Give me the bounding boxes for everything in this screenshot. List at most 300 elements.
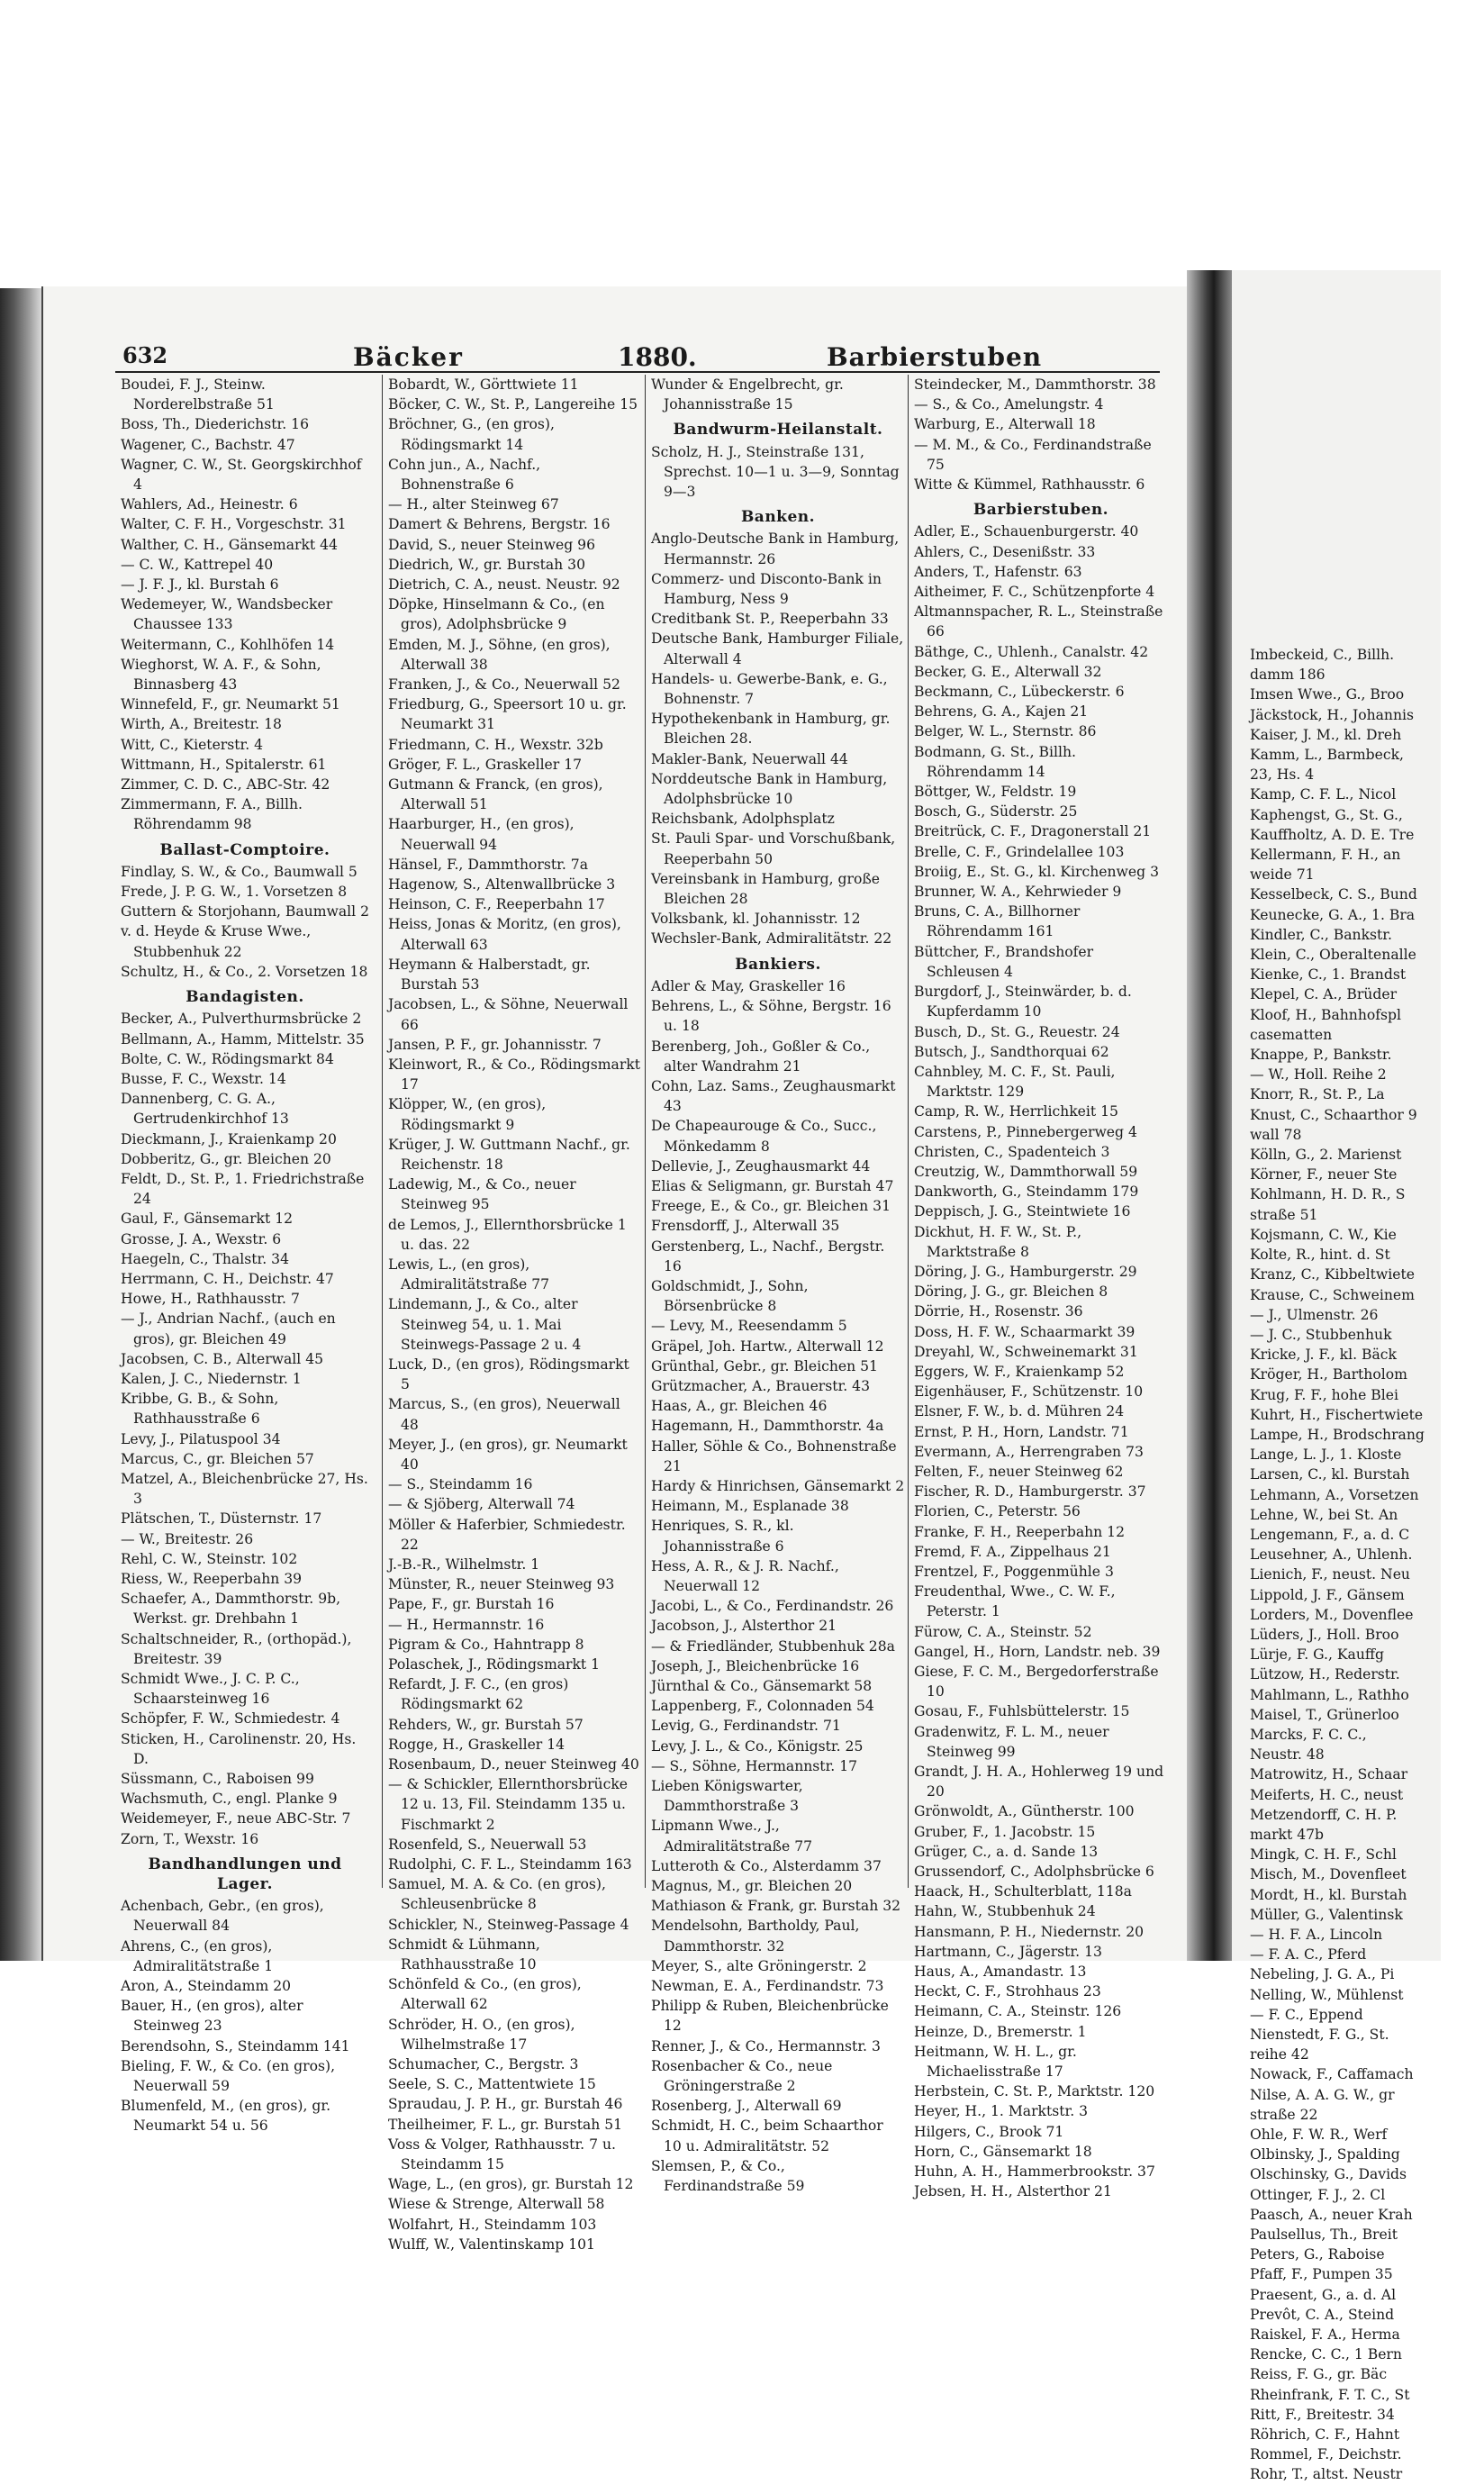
directory-entry: Deppisch, J. G., Steintwiete 16 [914, 1203, 1131, 1220]
right-page-entry: Imbeckeid, C., Billh. [1250, 647, 1395, 663]
directory-entry: Walther, C. H., Gänsemarkt 44 [121, 536, 338, 553]
directory-entry: Dellevie, J., Zeughausmarkt 44 [651, 1157, 871, 1174]
page-number: 632 [122, 342, 168, 368]
directory-entry: De Chapeaurouge & Co., Succ., Mönkedamm 8 [651, 1118, 877, 1155]
directory-entry: Böcker, C. W., St. P., Langereihe 15 [388, 396, 638, 413]
right-page-entry: Leusehner, A., Uhlenh. [1250, 1546, 1413, 1564]
directory-entry: Grützmacher, A., Brauerstr. 43 [651, 1377, 871, 1394]
directory-entry: J.-B.-R., Wilhelmstr. 1 [388, 1555, 540, 1573]
directory-entry: Cahnbley, M. C. F., St. Pauli, Marktstr. 129 [914, 1063, 1116, 1101]
directory-entry: Wage, L., (en gros), gr. Burstah 12 [388, 2176, 634, 2193]
right-page-entry: Neustr. 48 [1250, 1746, 1325, 1764]
directory-entry: Gröger, F. L., Graskeller 17 [388, 756, 583, 773]
directory-entry: Lipmann Wwe., J., Admiralitätstraße 77 [651, 1818, 813, 1855]
page-header [115, 340, 1160, 373]
directory-entry: Büttcher, F., Brandshofer Schleusen 4 [914, 943, 1094, 980]
directory-entry: Herbstein, C. St. P., Marktstr. 120 [914, 2083, 1155, 2100]
directory-entry: Schultz, H., & Co., 2. Vorsetzen 18 [121, 963, 368, 980]
right-page-entry: Maisel, T., Grünerloo [1250, 1706, 1399, 1723]
directory-entry: Döring, J. G., gr. Bleichen 8 [914, 1283, 1108, 1301]
directory-entry: Rosenbacher & Co., neue Gröningerstraße 2 [651, 2057, 833, 2095]
directory-entry: Howe, H., Rathhausstr. 7 [121, 1291, 300, 1308]
directory-entry: Elsner, F. W., b. d. Mühren 24 [914, 1403, 1125, 1420]
right-page-entry: Paulsellus, Th., Breit [1250, 2227, 1398, 2244]
directory-entry: Deutsche Bank, Hamburger Filiale, Alterwall 4 [651, 630, 904, 667]
right-page-entry: Pfaff, F., Pumpen 35 [1250, 2266, 1393, 2283]
right-page-entry: — F. A. C., Pferd [1250, 1946, 1367, 1964]
directory-entry: Busse, F. C., Wexstr. 14 [121, 1070, 286, 1087]
right-page-entry: Nelling, W., Mühlenst [1250, 1986, 1404, 2003]
directory-entry: Heimann, M., Esplanade 38 [651, 1498, 849, 1515]
right-page-entry: Kienke, C., 1. Brandst [1250, 966, 1407, 984]
directory-entry: Levy, J., Pilatuspool 34 [121, 1430, 281, 1447]
directory-entry: Huhn, A. H., Hammerbrookstr. 37 [914, 2163, 1155, 2181]
directory-entry: Dieckmann, J., Kraienkamp 20 [121, 1130, 337, 1147]
running-head-right: Barbierstuben [827, 342, 1043, 372]
right-page-entry: Lehmann, A., Vorsetzen [1250, 1486, 1419, 1503]
directory-entry: Winnefeld, F., gr. Neumarkt 51 [121, 696, 340, 713]
directory-entry: Haack, H., Schulterblatt, 118a [914, 1883, 1132, 1900]
directory-entry: Bodmann, G. St., Billh. Röhrendamm 14 [914, 743, 1076, 780]
directory-entry: Dickhut, H. F. W., St. P., Marktstraße 8 [914, 1223, 1082, 1260]
directory-entry: — H., Hermannstr. 16 [388, 1616, 545, 1633]
directory-entry: Aron, A., Steindamm 20 [121, 1978, 292, 1995]
directory-entry: Gangel, H., Horn, Landstr. neb. 39 [914, 1643, 1161, 1660]
directory-entry: Rogge, H., Graskeller 14 [388, 1736, 566, 1753]
directory-entry: Handels- u. Gewerbe-Bank, e. G., Bohnenstr. 7 [651, 670, 888, 708]
directory-entry: Haegeln, C., Thalstr. 34 [121, 1250, 290, 1267]
right-page-entry: Kauffholtz, A. D. E. Tre [1250, 826, 1415, 843]
directory-entry: Levig, G., Ferdinandstr. 71 [651, 1718, 841, 1735]
right-page-entry: Kellermann, F. H., an [1250, 847, 1401, 864]
right-page-entry: Lehne, W., bei St. An [1250, 1506, 1398, 1523]
right-page-entry: Rohr, T., altst. Neustr [1250, 2466, 1403, 2483]
directory-entry: Damert & Behrens, Bergstr. 16 [388, 516, 611, 533]
right-page-entry: Lützow, H., Rederstr. [1250, 1666, 1400, 1683]
directory-entry: Marcus, S., (en gros), Neuerwall 48 [388, 1396, 620, 1433]
right-page-entry: Jäckstock, H., Johannis [1250, 706, 1415, 723]
directory-entry: Hilgers, C., Brook 71 [914, 2123, 1064, 2140]
right-page-entry: Olschinsky, G., Davids [1250, 2166, 1407, 2183]
directory-entry: Marcus, C., gr. Bleichen 57 [121, 1450, 314, 1467]
right-page-entry: Nowack, F., Caffamach [1250, 2066, 1414, 2083]
directory-entry: Heinze, D., Bremerstr. 1 [914, 2023, 1087, 2040]
book-gutter [1187, 270, 1232, 1961]
directory-entry: Grüger, C., a. d. Sande 13 [914, 1843, 1099, 1860]
directory-entry: Hardy & Hinrichsen, Gänsemarkt 2 [651, 1477, 905, 1494]
directory-entry: Heiss, Jonas & Moritz, (en gros), Alterwall 63 [388, 916, 621, 953]
right-page-entry: Lienich, F., neust. Neu [1250, 1566, 1410, 1583]
section-heading: Barbierstuben. [973, 501, 1109, 520]
right-page-entry: Kamm, L., Barmbeck, [1250, 747, 1405, 764]
directory-entry: Aitheimer, F. C., Schützenpforte 4 [914, 584, 1155, 601]
directory-entry: — C. W., Kattrepel 40 [121, 556, 274, 573]
directory-entry: — M. M., & Co., Ferdinandstraße 75 [914, 436, 1152, 473]
directory-entry: Wahlers, Ad., Heinestr. 6 [121, 496, 298, 513]
directory-entry: Luck, D., (en gros), Rödingsmarkt 5 [388, 1356, 629, 1393]
directory-entry: Levy, J. L., & Co., Königstr. 25 [651, 1737, 864, 1755]
right-page-entry: Lengemann, F., a. d. C [1250, 1526, 1410, 1543]
right-page-entry: Klepel, C. A., Brüder [1250, 986, 1398, 1003]
directory-entry: Schmidt & Lühmann, Rathhausstraße 10 [388, 1936, 540, 1973]
directory-entry: Heymann & Halberstadt, gr. Burstah 53 [388, 956, 591, 993]
directory-entry: Hartmann, C., Jägerstr. 13 [914, 1943, 1102, 1960]
directory-entry: — S., Steindamm 16 [388, 1476, 533, 1493]
directory-entry: Franke, F. H., Reeperbahn 12 [914, 1523, 1126, 1540]
directory-entry: Walter, C. F. H., Vorgeschstr. 31 [121, 516, 347, 533]
right-page-entry: Kaphengst, G., St. G., [1250, 806, 1403, 823]
directory-entry: Lappenberg, F., Colonnaden 54 [651, 1698, 874, 1715]
directory-entry: Schaefer, A., Dammthorstr. 9b, Werkst. gr. Drehbahn 1 [121, 1591, 341, 1628]
right-page-entry: Kohlmann, H. D. R., S [1250, 1186, 1406, 1203]
directory-entry: — W., Breitestr. 26 [121, 1530, 254, 1547]
right-page-entry: straße 22 [1250, 2106, 1318, 2123]
section-heading: Bankiers. [735, 955, 821, 974]
directory-entry: Newman, E. A., Ferdinandstr. 73 [651, 1978, 884, 1995]
right-page-entry: Kaiser, J. M., kl. Dreh [1250, 726, 1402, 743]
right-page-entry: Imsen Wwe., G., Broo [1250, 686, 1405, 703]
directory-entry: Hänsel, F., Dammthorstr. 7a [388, 856, 588, 873]
directory-entry: Münster, R., neuer Steinweg 93 [388, 1576, 615, 1593]
directory-entry: Wedemeyer, W., Wandsbecker Chaussee 133 [121, 596, 333, 633]
directory-entry: Adler & May, Graskeller 16 [651, 977, 846, 994]
directory-entry: Bobardt, W., Görttwiete 11 [388, 376, 579, 393]
directory-entry: Meyer, S., alte Gröningerstr. 2 [651, 1957, 867, 1974]
right-page-entry: Kricke, J. F., kl. Bäck [1250, 1347, 1397, 1364]
scan-left-edge [0, 288, 41, 1961]
directory-entry: — J., Andrian Nachf., (auch en gros), gr. Bleichen 49 [121, 1311, 336, 1347]
right-page-entry: Kesselbeck, C. S., Bund [1250, 886, 1417, 903]
directory-entry: Grünthal, Gebr., gr. Bleichen 51 [651, 1357, 878, 1374]
right-page-entry: Kolte, R., hint. d. St [1250, 1247, 1390, 1264]
directory-entry: — Levy, M., Reesendamm 5 [651, 1318, 847, 1335]
directory-entry: Gradenwitz, F. L. M., neuer Steinweg 99 [914, 1723, 1109, 1760]
right-page-entry: Ottinger, F. J., 2. Cl [1250, 2186, 1386, 2203]
directory-entry: Gutmann & Franck, (en gros), Alterwall 51 [388, 776, 603, 813]
directory-entry: Makler-Bank, Neuerwall 44 [651, 750, 848, 767]
directory-entry: Schröder, H. O., (en gros), Wilhelmstraße 17 [388, 2016, 575, 2053]
directory-entry: Friedmann, C. H., Wexstr. 32b [388, 736, 603, 753]
right-page-entry: Nilse, A. A. G. W., gr [1250, 2086, 1395, 2103]
directory-entry: Haas, A., gr. Bleichen 46 [651, 1398, 828, 1415]
directory-entry: Hagenow, S., Altenwallbrücke 3 [388, 876, 616, 893]
directory-entry: Jacobsen, L., & Söhne, Neuerwall 66 [388, 996, 629, 1033]
directory-entry: Evermann, A., Herrengraben 73 [914, 1443, 1144, 1460]
directory-entry: Zimmermann, F. A., Billh. Röhrendamm 98 [121, 796, 303, 833]
directory-column-2 [382, 375, 642, 2253]
directory-entry: Zimmer, C. D. C., ABC-Str. 42 [121, 776, 330, 794]
right-page-entry: Krause, C., Schweinem [1250, 1286, 1415, 1303]
book-page-right [1232, 270, 1441, 2483]
directory-entry: Bröchner, G., (en gros), Rödingsmarkt 14 [388, 416, 555, 453]
directory-entry: Goldschmidt, J., Sohn, Börsenbrücke 8 [651, 1277, 809, 1315]
right-page-entry: Larsen, C., kl. Burstah [1250, 1466, 1410, 1483]
directory-entry: St. Pauli Spar- und Vorschußbank, Reeperbahn 50 [651, 830, 896, 867]
directory-entry: Dobberitz, G., gr. Bleichen 20 [121, 1150, 331, 1167]
directory-entry: Findlay, S. W., & Co., Baumwall 5 [121, 863, 357, 880]
right-page-entry: Knappe, P., Bankstr. [1250, 1047, 1392, 1064]
right-page-entry: Röhrich, C. F., Hahnt [1250, 2426, 1400, 2444]
directory-entry: Scholz, H. J., Steinstraße 131, Sprechst. 10—1 u. 3—9, Sonntag 9—3 [651, 443, 900, 501]
directory-entry: Ernst, P. H., Horn, Landstr. 71 [914, 1423, 1129, 1440]
directory-entry: Wagener, C., Bachstr. 47 [121, 436, 295, 453]
directory-entry: Mendelsohn, Bartholdy, Paul, Dammthorstr. 32 [651, 1918, 860, 1954]
directory-entry: Rehders, W., gr. Burstah 57 [388, 1716, 584, 1733]
directory-entry: Fremd, F. A., Zippelhaus 21 [914, 1543, 1111, 1560]
right-page-entry: Lorders, M., Dovenflee [1250, 1606, 1414, 1623]
directory-entry: Gruber, F., 1. Jacobstr. 15 [914, 1823, 1096, 1840]
directory-entry: Weidemeyer, F., neue ABC-Str. 7 [121, 1810, 351, 1827]
directory-entry: Lewis, L., (en gros), Admiralitätstraße 77 [388, 1256, 550, 1293]
right-page-entry: reihe 42 [1250, 2046, 1309, 2063]
directory-entry: Schönfeld & Co., (en gros), Alterwall 62 [388, 1976, 582, 2013]
right-page-entry: Prevôt, C. A., Steind [1250, 2306, 1395, 2323]
section-heading: Bandagisten. [186, 988, 304, 1007]
directory-entry: Seele, S. C., Mattentwiete 15 [388, 2076, 596, 2093]
right-page-entry: Knust, C., Schaarthor 9 [1250, 1106, 1417, 1123]
directory-entry: Freudenthal, Wwe., C. W. F., Peterstr. 1 [914, 1583, 1116, 1620]
directory-entry: — H., alter Steinweg 67 [388, 496, 559, 513]
directory-entry: Klöpper, W., (en gros), Rödingsmarkt 9 [388, 1096, 547, 1133]
directory-entry: Heitmann, W. H. L., gr. Michaelisstraße 17 [914, 2043, 1077, 2081]
right-page-entry: Kindler, C., Bankstr. [1250, 926, 1392, 943]
directory-entry: Schumacher, C., Bergstr. 3 [388, 2056, 579, 2073]
right-page-column [1250, 645, 1484, 2485]
directory-entry: Henriques, S. R., kl. Johannisstraße 6 [651, 1518, 794, 1555]
directory-entry: Boss, Th., Diederichstr. 16 [121, 416, 309, 433]
directory-entry: Kalen, J. C., Niedernstr. 1 [121, 1370, 302, 1387]
directory-column-4 [908, 375, 1168, 2200]
directory-entry: Schaltschneider, R., (orthopäd.), Breitestr. 39 [121, 1630, 352, 1667]
directory-entry: Samuel, M. A. & Co. (en gros), Schleusenbrücke 8 [388, 1876, 606, 1913]
directory-entry: Wachsmuth, C., engl. Planke 9 [121, 1791, 338, 1808]
directory-entry: Reichsbank, Adolphsplatz [651, 811, 835, 828]
right-page-entry: Kojsmann, C. W., Kie [1250, 1226, 1397, 1243]
directory-entry: Wieghorst, W. A. F., & Sohn, Binnasberg 43 [121, 656, 321, 694]
directory-entry: Creutzig, W., Dammthorwall 59 [914, 1163, 1138, 1180]
directory-entry: Pape, F., gr. Burstah 16 [388, 1596, 555, 1613]
directory-entry: Jacobi, L., & Co., Ferdinandstr. 26 [651, 1598, 894, 1615]
right-page-entry: — F. C., Eppend [1250, 2006, 1363, 2023]
right-page-entry: Nienstedt, F. G., St. [1250, 2027, 1389, 2044]
directory-entry: Theilheimer, F. L., gr. Burstah 51 [388, 2116, 623, 2133]
right-page-entry: Kamp, C. F. L., Nicol [1250, 786, 1397, 803]
directory-entry: Wagner, C. W., St. Georgskirchhof 4 [121, 456, 362, 494]
directory-entry: Vereinsbank in Hamburg, große Bleichen 28 [651, 870, 881, 908]
directory-entry: Magnus, M., gr. Bleichen 20 [651, 1878, 853, 1895]
directory-entry: Feldt, D., St. P., 1. Friedrichstraße 24 [121, 1170, 365, 1208]
directory-entry: Wulff, W., Valentinskamp 101 [388, 2236, 595, 2253]
directory-entry: Slemsen, P., & Co., Ferdinandstraße 59 [651, 2157, 805, 2195]
directory-entry: Fürow, C. A., Steinstr. 52 [914, 1623, 1092, 1640]
directory-entry: Bruns, C. A., Billhorner Röhrendamm 161 [914, 903, 1081, 940]
directory-entry: Diedrich, W., gr. Burstah 30 [388, 556, 586, 573]
right-page-entry: Körner, F., neuer Ste [1250, 1166, 1398, 1184]
right-page-entry: Peters, G., Raboise [1250, 2246, 1385, 2263]
directory-entry: Polaschek, J., Rödingsmarkt 1 [388, 1656, 601, 1673]
directory-entry: Rosenfeld, S., Neuerwall 53 [388, 1836, 587, 1853]
directory-entry: Spraudau, J. P. H., gr. Burstah 46 [388, 2096, 623, 2113]
directory-entry: Cohn, Laz. Sams., Zeughausmarkt 43 [651, 1077, 896, 1115]
right-page-entry: Ritt, F., Breitestr. 34 [1250, 2406, 1395, 2423]
right-page-entry: Praesent, G., a. d. Al [1250, 2286, 1397, 2303]
right-page-entry: Lüders, J., Holl. Broo [1250, 1626, 1399, 1643]
directory-entry: David, S., neuer Steinweg 96 [388, 536, 596, 553]
directory-entry: — & Friedländer, Stubbenhuk 28a [651, 1637, 895, 1655]
right-page-entry: weide 71 [1250, 866, 1315, 884]
right-page-entry: Nebeling, J. G. A., Pi [1250, 1966, 1395, 1983]
directory-entry: Brunner, W. A., Kehrwieder 9 [914, 884, 1122, 901]
directory-entry: Lieben Königswarter, Dammthorstraße 3 [651, 1778, 803, 1815]
section-heading: Ballast-Comptoire. [159, 840, 330, 859]
running-head-year: 1880. [618, 342, 697, 372]
right-page-entry: Metzendorff, C. H. P. [1250, 1806, 1398, 1823]
directory-entry: Jacobson, J., Alsterthor 21 [651, 1618, 837, 1635]
directory-entry: Sticken, H., Carolinenstr. 20, Hs. D. [121, 1730, 357, 1767]
directory-entry: Herrmann, C. H., Deichstr. 47 [121, 1270, 334, 1287]
directory-entry: Achenbach, Gebr., (en gros), Neuerwall 84 [121, 1898, 324, 1935]
directory-entry: Wechsler-Bank, Admiralitätstr. 22 [651, 930, 892, 948]
directory-entry: Florien, C., Peterstr. 56 [914, 1503, 1081, 1520]
directory-entry: Refardt, J. F. C., (en gros) Rödingsmarkt 62 [388, 1676, 569, 1713]
directory-entry: Gerstenberg, L., Nachf., Bergstr. 16 [651, 1238, 885, 1274]
right-page-entry: Lürje, F. G., Kauffg [1250, 1646, 1384, 1664]
right-page-entry: — J. C., Stubbenhuk [1250, 1326, 1392, 1343]
directory-entry: Berenberg, Joh., Goßler & Co., alter Wandrahm 21 [651, 1038, 871, 1075]
directory-entry: Plätschen, T., Düsternstr. 17 [121, 1510, 322, 1528]
right-page-entry: Krug, F. F., hohe Blei [1250, 1386, 1398, 1403]
directory-column-1 [121, 375, 369, 2135]
directory-entry: Hagemann, H., Dammthorstr. 4a [651, 1418, 884, 1435]
directory-entry: Pigram & Co., Hahntrapp 8 [388, 1636, 584, 1653]
directory-entry: Ladewig, M., & Co., neuer Steinweg 95 [388, 1176, 576, 1213]
right-page-entry: — W., Holl. Reihe 2 [1250, 1066, 1387, 1084]
directory-entry: Breitrück, C. F., Dragonerstall 21 [914, 823, 1152, 840]
section-heading: Bandwurm-Heilanstalt. [673, 421, 883, 440]
right-page-entry: Misch, M., Dovenfleet [1250, 1866, 1407, 1883]
right-page-entry: Mingk, C. H. F., Schl [1250, 1846, 1397, 1864]
directory-entry: Bäthge, C., Uhlenh., Canalstr. 42 [914, 643, 1149, 660]
right-page-entry: Knorr, R., St. P., La [1250, 1086, 1385, 1103]
right-page-entry: — J., Ulmenstr. 26 [1250, 1306, 1379, 1323]
right-page-entry: Reiss, F. G., gr. Bäc [1250, 2366, 1388, 2383]
directory-entry: Lindemann, J., & Co., alter Steinweg 54, u. 1. Mai Steinwegs-Passage 2 u. 4 [388, 1296, 582, 1353]
directory-entry: Meyer, J., (en gros), gr. Neumarkt 40 [388, 1436, 628, 1473]
directory-entry: Broiig, E., St. G., kl. Kirchenweg 3 [914, 863, 1159, 880]
directory-entry: Dankworth, G., Steindamm 179 [914, 1184, 1139, 1201]
directory-entry: Schöpfer, F. W., Schmiedestr. 4 [121, 1710, 340, 1728]
directory-entry: Jebsen, H. H., Alsterthor 21 [914, 2183, 1112, 2200]
right-page-entry: — H. F. A., Lincoln [1250, 1927, 1383, 1943]
right-page-entry: Kölln, G., 2. Marienst [1250, 1147, 1402, 1164]
directory-entry: Rudolphi, C. F. L., Steindamm 163 [388, 1856, 632, 1873]
directory-entry: Creditbank St. P., Reeperbahn 33 [651, 611, 889, 628]
directory-entry: Heckt, C. F., Strohhaus 23 [914, 1983, 1101, 2000]
right-page-entry: Matrowitz, H., Schaar [1250, 1766, 1408, 1783]
right-page-entry: Rommel, F., Deichstr. [1250, 2446, 1402, 2463]
directory-entry: Matzel, A., Bleichenbrücke 27, Hs. 3 [121, 1470, 368, 1508]
directory-entry: Frensdorff, J., Alterwall 35 [651, 1218, 840, 1235]
section-heading: Banken. [740, 508, 816, 527]
directory-entry: Krüger, J. W. Guttmann Nachf., gr. Reichenstr. 18 [388, 1136, 630, 1173]
directory-entry: Grandt, J. H. A., Hohlerweg 19 und 20 [914, 1764, 1164, 1800]
directory-entry: Kleinwort, R., & Co., Rödingsmarkt 17 [388, 1056, 641, 1093]
right-page-entry: Kuhrt, H., Fischertwiete [1250, 1406, 1424, 1423]
directory-entry: — S., Söhne, Hermannstr. 17 [651, 1757, 858, 1774]
right-page-entry: 23, Hs. 4 [1250, 766, 1315, 784]
directory-entry: Christen, C., Spadenteich 3 [914, 1143, 1110, 1160]
directory-entry: Renner, J., & Co., Hermannstr. 3 [651, 2037, 881, 2054]
directory-entry: Jansen, P. F., gr. Johannisstr. 7 [388, 1036, 602, 1053]
right-page-entry: Rheinfrank, F. T. C., St [1250, 2386, 1410, 2403]
directory-entry: Franken, J., & Co., Neuerwall 52 [388, 676, 620, 694]
directory-entry: Bellmann, A., Hamm, Mittelstr. 35 [121, 1030, 365, 1048]
directory-entry: Ahlers, C., Desenißstr. 33 [914, 543, 1096, 560]
directory-entry: Eggers, W. F., Kraienkamp 52 [914, 1363, 1125, 1380]
directory-entry: Rosenberg, J., Alterwall 69 [651, 2098, 842, 2115]
directory-entry: Becker, G. E., Alterwall 32 [914, 663, 1102, 680]
directory-entry: Böttger, W., Feldstr. 19 [914, 784, 1077, 801]
right-page-entry: Lippold, J. F., Gänsem [1250, 1586, 1405, 1603]
directory-entry: — J. F. J., kl. Burstah 6 [121, 576, 279, 594]
directory-entry: Altmannspacher, R. L., Steinstraße 66 [914, 603, 1163, 640]
directory-entry: Jürnthal & Co., Gänsemarkt 58 [651, 1678, 873, 1694]
directory-entry: Bosch, G., Süderstr. 25 [914, 803, 1078, 821]
directory-entry: Frede, J. P. G. W., 1. Vorsetzen 8 [121, 884, 348, 901]
directory-entry: Haus, A., Amandastr. 13 [914, 1964, 1087, 1981]
right-page-entry: Lange, L. J., 1. Kloste [1250, 1447, 1402, 1464]
directory-entry: Berendsohn, S., Steindamm 141 [121, 2037, 350, 2054]
directory-entry: Behrens, L., & Söhne, Bergstr. 16 u. 18 [651, 998, 891, 1035]
directory-entry: Kribbe, G. B., & Sohn, Rathhausstraße 6 [121, 1391, 279, 1428]
directory-entry: Wunder & Engelbrecht, gr. Johannisstraße 15 [651, 376, 844, 413]
right-page-entry: Mordt, H., kl. Burstah [1250, 1886, 1407, 1903]
directory-entry: de Lemos, J., Ellernthorsbrücke 1 u. das. 22 [388, 1216, 627, 1253]
directory-entry: Steindecker, M., Dammthorstr. 38 [914, 376, 1156, 393]
directory-entry: Hess, A. R., & J. R. Nachf., Neuerwall 12 [651, 1557, 839, 1594]
right-page-entry: Paasch, A., neuer Krah [1250, 2206, 1413, 2223]
directory-entry: Süssmann, C., Raboisen 99 [121, 1771, 314, 1788]
directory-entry: Behrens, G. A., Kajen 21 [914, 703, 1089, 721]
right-page-entry: Keunecke, G. A., 1. Bra [1250, 906, 1416, 923]
directory-entry: v. d. Heyde & Kruse Wwe., Stubbenhuk 22 [121, 923, 312, 960]
directory-entry: Jacobsen, C. B., Alterwall 45 [121, 1350, 324, 1367]
right-page-entry: Kloof, H., Bahnhofspl [1250, 1006, 1402, 1023]
right-page-entry: Meiferts, H. C., neust [1250, 1786, 1404, 1803]
directory-entry: Dietrich, C. A., neust. Neustr. 92 [388, 576, 620, 594]
directory-entry: Emden, M. J., Söhne, (en gros), Alterwall 38 [388, 636, 611, 673]
right-page-entry: Raiskel, F. A., Herma [1250, 2326, 1400, 2344]
directory-entry: Guttern & Storjohann, Baumwall 2 [121, 903, 369, 921]
directory-entry: Mathiason & Frank, gr. Burstah 32 [651, 1898, 901, 1915]
directory-entry: Gaul, F., Gänsemarkt 12 [121, 1211, 294, 1228]
directory-entry: Brelle, C. F., Grindelallee 103 [914, 843, 1125, 860]
directory-entry: Eigenhäuser, F., Schützenstr. 10 [914, 1383, 1144, 1401]
directory-entry: Wiese & Strenge, Alterwall 58 [388, 2196, 605, 2213]
directory-entry: Blumenfeld, M., (en gros), gr. Neumarkt 54 u. 56 [121, 2098, 331, 2135]
directory-entry: Freege, E., & Co., gr. Bleichen 31 [651, 1198, 891, 1215]
right-page-entry: Kranz, C., Kibbeltwiete [1250, 1266, 1415, 1283]
directory-entry: — & Schickler, Ellernthorsbrücke 12 u. 13, Fil. Steindamm 135 u. Fischmarkt 2 [388, 1776, 629, 1833]
directory-entry: Ahrens, C., (en gros), Admiralitätstraße 1 [121, 1937, 274, 1974]
directory-entry: Lutteroth & Co., Alsterdamm 37 [651, 1857, 882, 1874]
directory-entry: Bolte, C. W., Rödingsmarkt 84 [121, 1050, 334, 1067]
directory-entry: Giese, F. C. M., Bergedorferstraße 10 [914, 1664, 1159, 1701]
directory-entry: Voss & Volger, Rathhausstr. 7 u. Steindamm 15 [388, 2136, 616, 2173]
directory-entry: Hahn, W., Stubbenhuk 24 [914, 1903, 1096, 1920]
right-page-entry: Mahlmann, L., Rathho [1250, 1686, 1409, 1703]
running-head-left: Bäcker [353, 342, 464, 372]
